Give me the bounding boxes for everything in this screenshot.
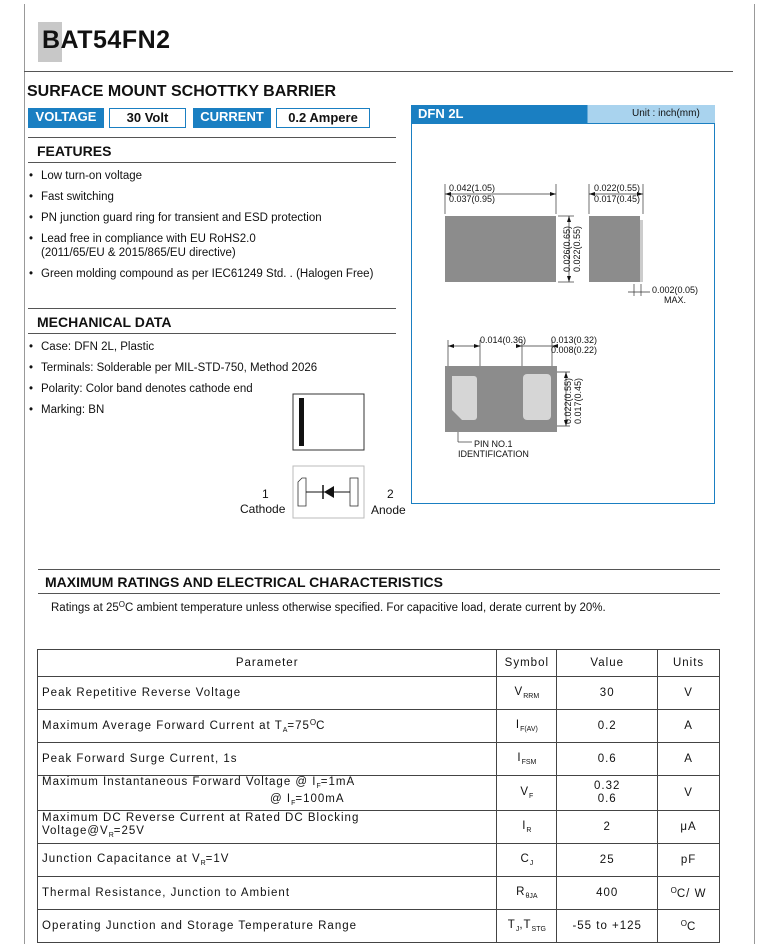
- value-cell: 2: [557, 811, 658, 844]
- dim-top-width-max: 0.042(1.05): [449, 183, 496, 193]
- dim-side-width-max: 0.022(0.55): [594, 183, 641, 193]
- dim-top-width-min: 0.037(0.95): [449, 194, 496, 204]
- ratings-heading: MAXIMUM RATINGS AND ELECTRICAL CHARACTERISTICS: [45, 574, 443, 590]
- col-header: Parameter: [38, 650, 497, 677]
- package-top-view: [445, 216, 556, 282]
- table-row: [38, 844, 720, 877]
- symbol-cell: $V_F$: [497, 776, 557, 811]
- col-header: Value: [557, 650, 658, 677]
- table-row: [38, 677, 720, 710]
- pin2-number: 2: [387, 487, 394, 501]
- param-cell: Maximum Average Forward Current at $T_A=75^OC$: [38, 710, 497, 743]
- unit-cell: $^O$C: [658, 910, 720, 943]
- pin1-pad-icon: [452, 376, 477, 420]
- param-cell: Maximum DC Reverse Current at Rated DC Blocking $Voltage@V_R=25V$: [38, 811, 497, 844]
- unit-cell: μA: [658, 811, 720, 844]
- package-unit: Unit : inch(mm): [632, 108, 700, 119]
- dim-pad-gap-max: 0.013(0.32): [551, 335, 598, 345]
- mechanical-top-rule: [28, 308, 396, 309]
- features-bottom-rule: [28, 162, 396, 163]
- dim-pad-length: 0.014(0.36): [480, 335, 527, 345]
- current-label-tag: CURRENT: [193, 108, 271, 128]
- features-list: [27, 169, 407, 281]
- dim-pad-width-max: 0.022(0.55): [563, 377, 573, 424]
- pin1-id-line2: IDENTIFICATION: [458, 449, 529, 459]
- feature-item: • PN junction guard ring for transient and ESD protection: [27, 211, 407, 225]
- unit-cell: $^O$C/ W: [658, 877, 720, 910]
- table-row: [38, 811, 720, 844]
- unit-cell: V: [658, 677, 720, 710]
- voltage-label-tag: VOLTAGE: [28, 108, 104, 128]
- unit-cell: pF: [658, 844, 720, 877]
- ratings-top-rule: [38, 569, 720, 570]
- symbol-cell: $I_{F(AV)}$: [497, 710, 557, 743]
- mechanical-item: • Marking: BN: [27, 403, 357, 417]
- symbol-cell: $C_J$: [497, 844, 557, 877]
- param-cell: Operating Junction and Storage Temperature Range: [38, 910, 497, 943]
- param-cell: Peak Forward Surge Current, 1s: [38, 743, 497, 776]
- pin1-name: Cathode: [240, 502, 286, 516]
- dim-protrusion-note: MAX.: [664, 295, 687, 305]
- pin2-name: Anode: [371, 503, 406, 517]
- mechanical-heading: MECHANICAL DATA: [37, 314, 172, 330]
- value-cell: 0.32 0.6: [557, 776, 658, 811]
- features-top-rule: [28, 137, 396, 138]
- symbol-cell: $I_{FSM}$: [497, 743, 557, 776]
- cathode-pad-icon: [298, 478, 306, 506]
- feature-item: • Fast switching: [27, 190, 407, 204]
- table-row: [38, 877, 720, 910]
- marking-and-pinout-drawing: [288, 392, 370, 520]
- feature-item: • Lead free in compliance with EU RoHS2.0: [27, 232, 407, 246]
- mechanical-item: • Terminals: Solderable per MIL-STD-750, Method 2026: [27, 361, 357, 375]
- mechanical-item: • Polarity: Color band denotes cathode end: [27, 382, 357, 396]
- package-outline-drawing: [412, 124, 714, 502]
- features-heading: FEATURES: [37, 143, 112, 159]
- value-cell: 25: [557, 844, 658, 877]
- table-row: [38, 710, 720, 743]
- table-row: [38, 776, 720, 811]
- dim-pad-gap-min: 0.008(0.22): [551, 345, 598, 355]
- ratings-bottom-rule: [38, 593, 720, 594]
- feature-item: • Green molding compound as per IEC61249 Std. . (Halogen Free): [27, 267, 407, 281]
- dim-height-min: 0.022(0.55): [572, 225, 582, 272]
- feature-item: • Low turn-on voltage: [27, 169, 407, 183]
- value-cell: 30: [557, 677, 658, 710]
- ratings-table: [37, 649, 720, 943]
- mechanical-bottom-rule: [28, 333, 396, 334]
- dim-height-max: 0.026(0.65): [562, 225, 572, 272]
- unit-cell: V: [658, 776, 720, 811]
- col-header: Units: [658, 650, 720, 677]
- symbol-cell: $V_{RRM}$: [497, 677, 557, 710]
- table-row: [38, 743, 720, 776]
- package-side-view: [589, 216, 640, 282]
- feature-item-continuation: (2011/65/EU & 2015/865/EU directive): [41, 247, 236, 259]
- value-cell: 0.2: [557, 710, 658, 743]
- symbol-cell: $T_J,T_{STG}$: [497, 910, 557, 943]
- part-number-title: BAT54FN2: [42, 26, 171, 54]
- pin1-number: 1: [262, 487, 269, 501]
- current-value-tag: 0.2 Ampere: [276, 108, 370, 128]
- dim-side-width-min: 0.017(0.45): [594, 194, 641, 204]
- param-cell: Thermal Resistance, Junction to Ambient: [38, 877, 497, 910]
- table-header-row: [38, 650, 720, 677]
- anode-pad-icon: [350, 478, 358, 506]
- param-cell: Junction Capacitance at $V_R=1V$: [38, 844, 497, 877]
- param-cell: Peak Repetitive Reverse Voltage: [38, 677, 497, 710]
- value-cell: 400: [557, 877, 658, 910]
- value-cell: -55 to +125: [557, 910, 658, 943]
- dim-pad-width-min: 0.017(0.45): [573, 377, 583, 424]
- symbol-cell: $I_R$: [497, 811, 557, 844]
- pin2-pad-icon: [523, 374, 551, 420]
- ratings-note: Ratings at $25^OC$ ambient temperature unless otherwise specified. For capacitive load, derate current by 20%.: [51, 600, 606, 614]
- symbol-cell: $R_{\theta JA}$: [497, 877, 557, 910]
- table-row: [38, 910, 720, 943]
- device-subtitle: SURFACE MOUNT SCHOTTKY BARRIER: [27, 83, 337, 100]
- package-name: DFN 2L: [418, 106, 464, 121]
- param-cell: Maximum Instantaneous Forward Voltage @ $I_F=1mA$ @ $I_F=100mA$: [38, 776, 497, 811]
- dim-protrusion: 0.002(0.05): [652, 285, 699, 295]
- title-rule: [24, 71, 733, 72]
- unit-cell: A: [658, 743, 720, 776]
- pin1-id-line1: PIN NO.1: [474, 439, 513, 449]
- value-cell: 0.6: [557, 743, 658, 776]
- voltage-value-tag: 30 Volt: [109, 108, 186, 128]
- cathode-band-icon: [299, 398, 304, 446]
- col-header: Symbol: [497, 650, 557, 677]
- mechanical-item: • Case: DFN 2L, Plastic: [27, 340, 357, 354]
- unit-cell: A: [658, 710, 720, 743]
